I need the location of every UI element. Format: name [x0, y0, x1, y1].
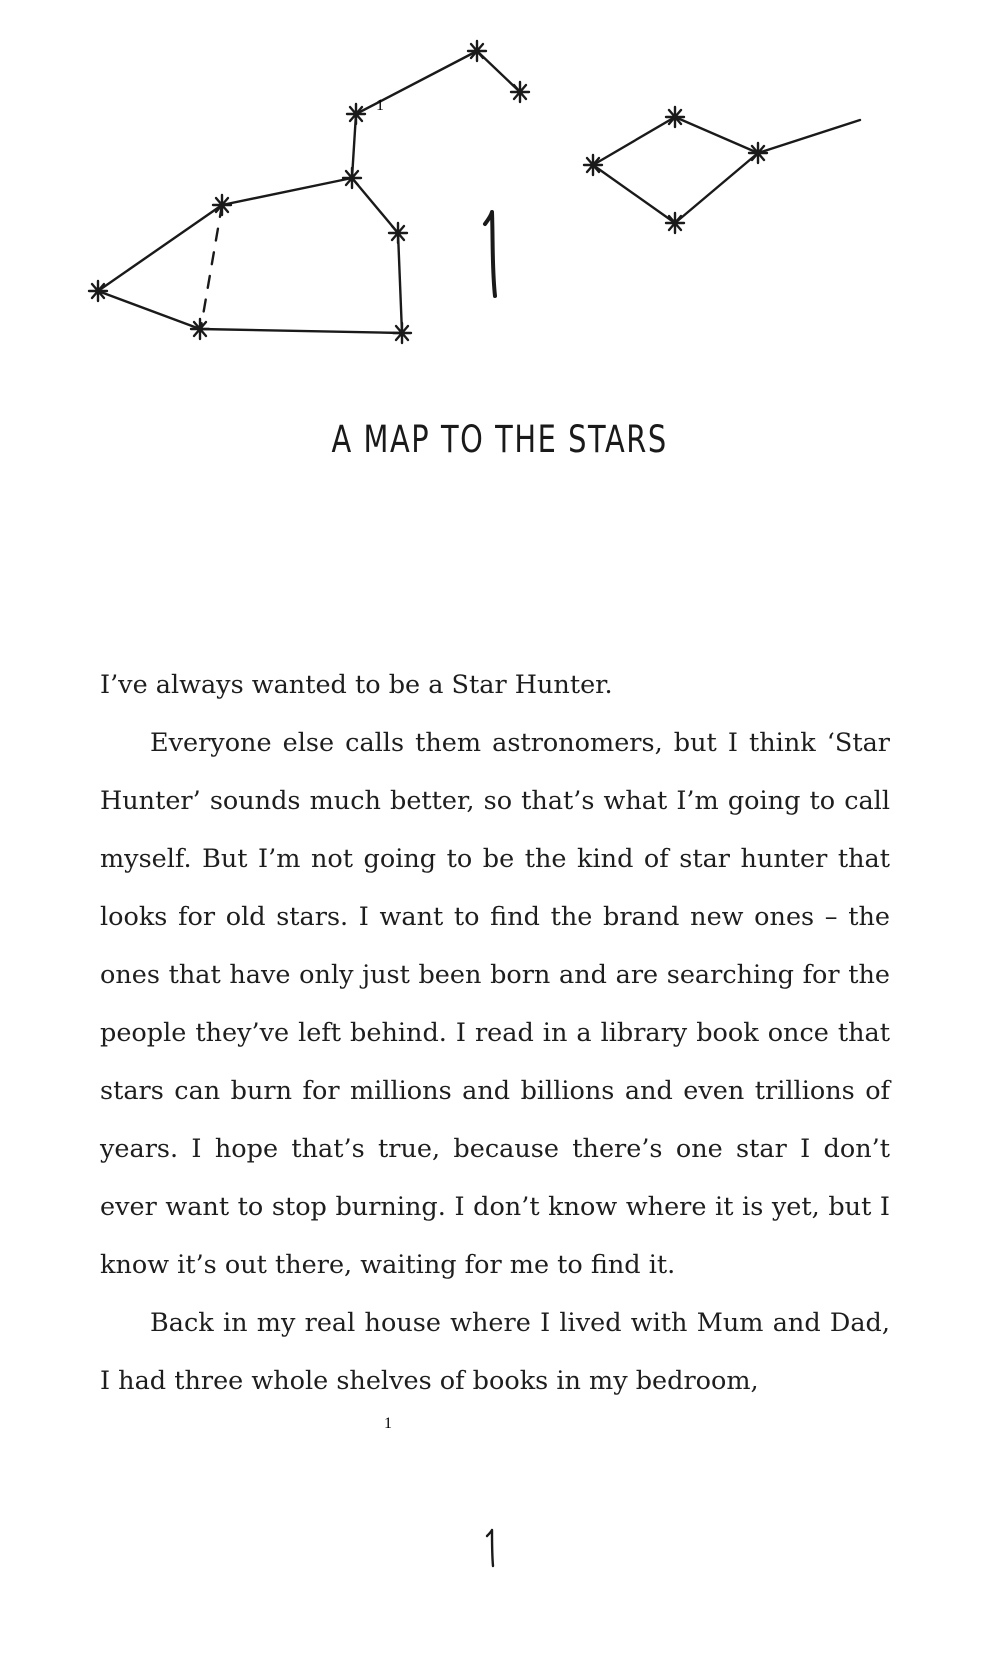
- star-icon: [389, 223, 407, 243]
- star-icon: [468, 41, 486, 61]
- chapter-title: A MAP TO THE STARS: [331, 418, 668, 461]
- star-icon: [511, 82, 529, 102]
- star-icon: [347, 104, 365, 124]
- star-icon: [213, 195, 231, 215]
- page-number: [384, 1415, 498, 1568]
- star-icon: [666, 213, 684, 233]
- constellation-right-icon: [584, 107, 860, 233]
- constellation-illustration: [0, 0, 999, 360]
- star-icon: [749, 143, 767, 163]
- star-icon: [584, 155, 602, 175]
- star-icon: [666, 107, 684, 127]
- constellation-left-icon: [89, 41, 529, 343]
- paragraph: Everyone else calls them astronomers, but I think ‘Star Hunter’ sounds much better, so that’s what I’m going to call myself. But I’m not going to be the kind of star hunter that looks for old stars. I want to find the brand new ones – the ones that have only just been born and are searching for the people they’ve left behind. I read in a library book once that stars can burn for millions and billions and even trillions of years. I hope that’s true, because there’s one star I don’t ever want to stop burning. I don’t know where it is yet, but I know it’s out there, waiting for me to find it.: [100, 728, 890, 1280]
- star-icon: [89, 281, 107, 301]
- star-icon: [393, 323, 411, 343]
- chapter-body: [100, 656, 890, 1410]
- paragraph: I’ve always wanted to be a Star Hunter.: [100, 670, 613, 700]
- svg-text:1: 1: [376, 97, 384, 114]
- star-icon: [191, 319, 209, 339]
- svg-text:1: 1: [384, 1415, 392, 1432]
- chapter-number: [376, 97, 506, 300]
- star-icon: [343, 168, 361, 188]
- paragraph: Back in my real house where I lived with Mum and Dad, I had three whole shelves of books in my bedroom,: [100, 1308, 890, 1396]
